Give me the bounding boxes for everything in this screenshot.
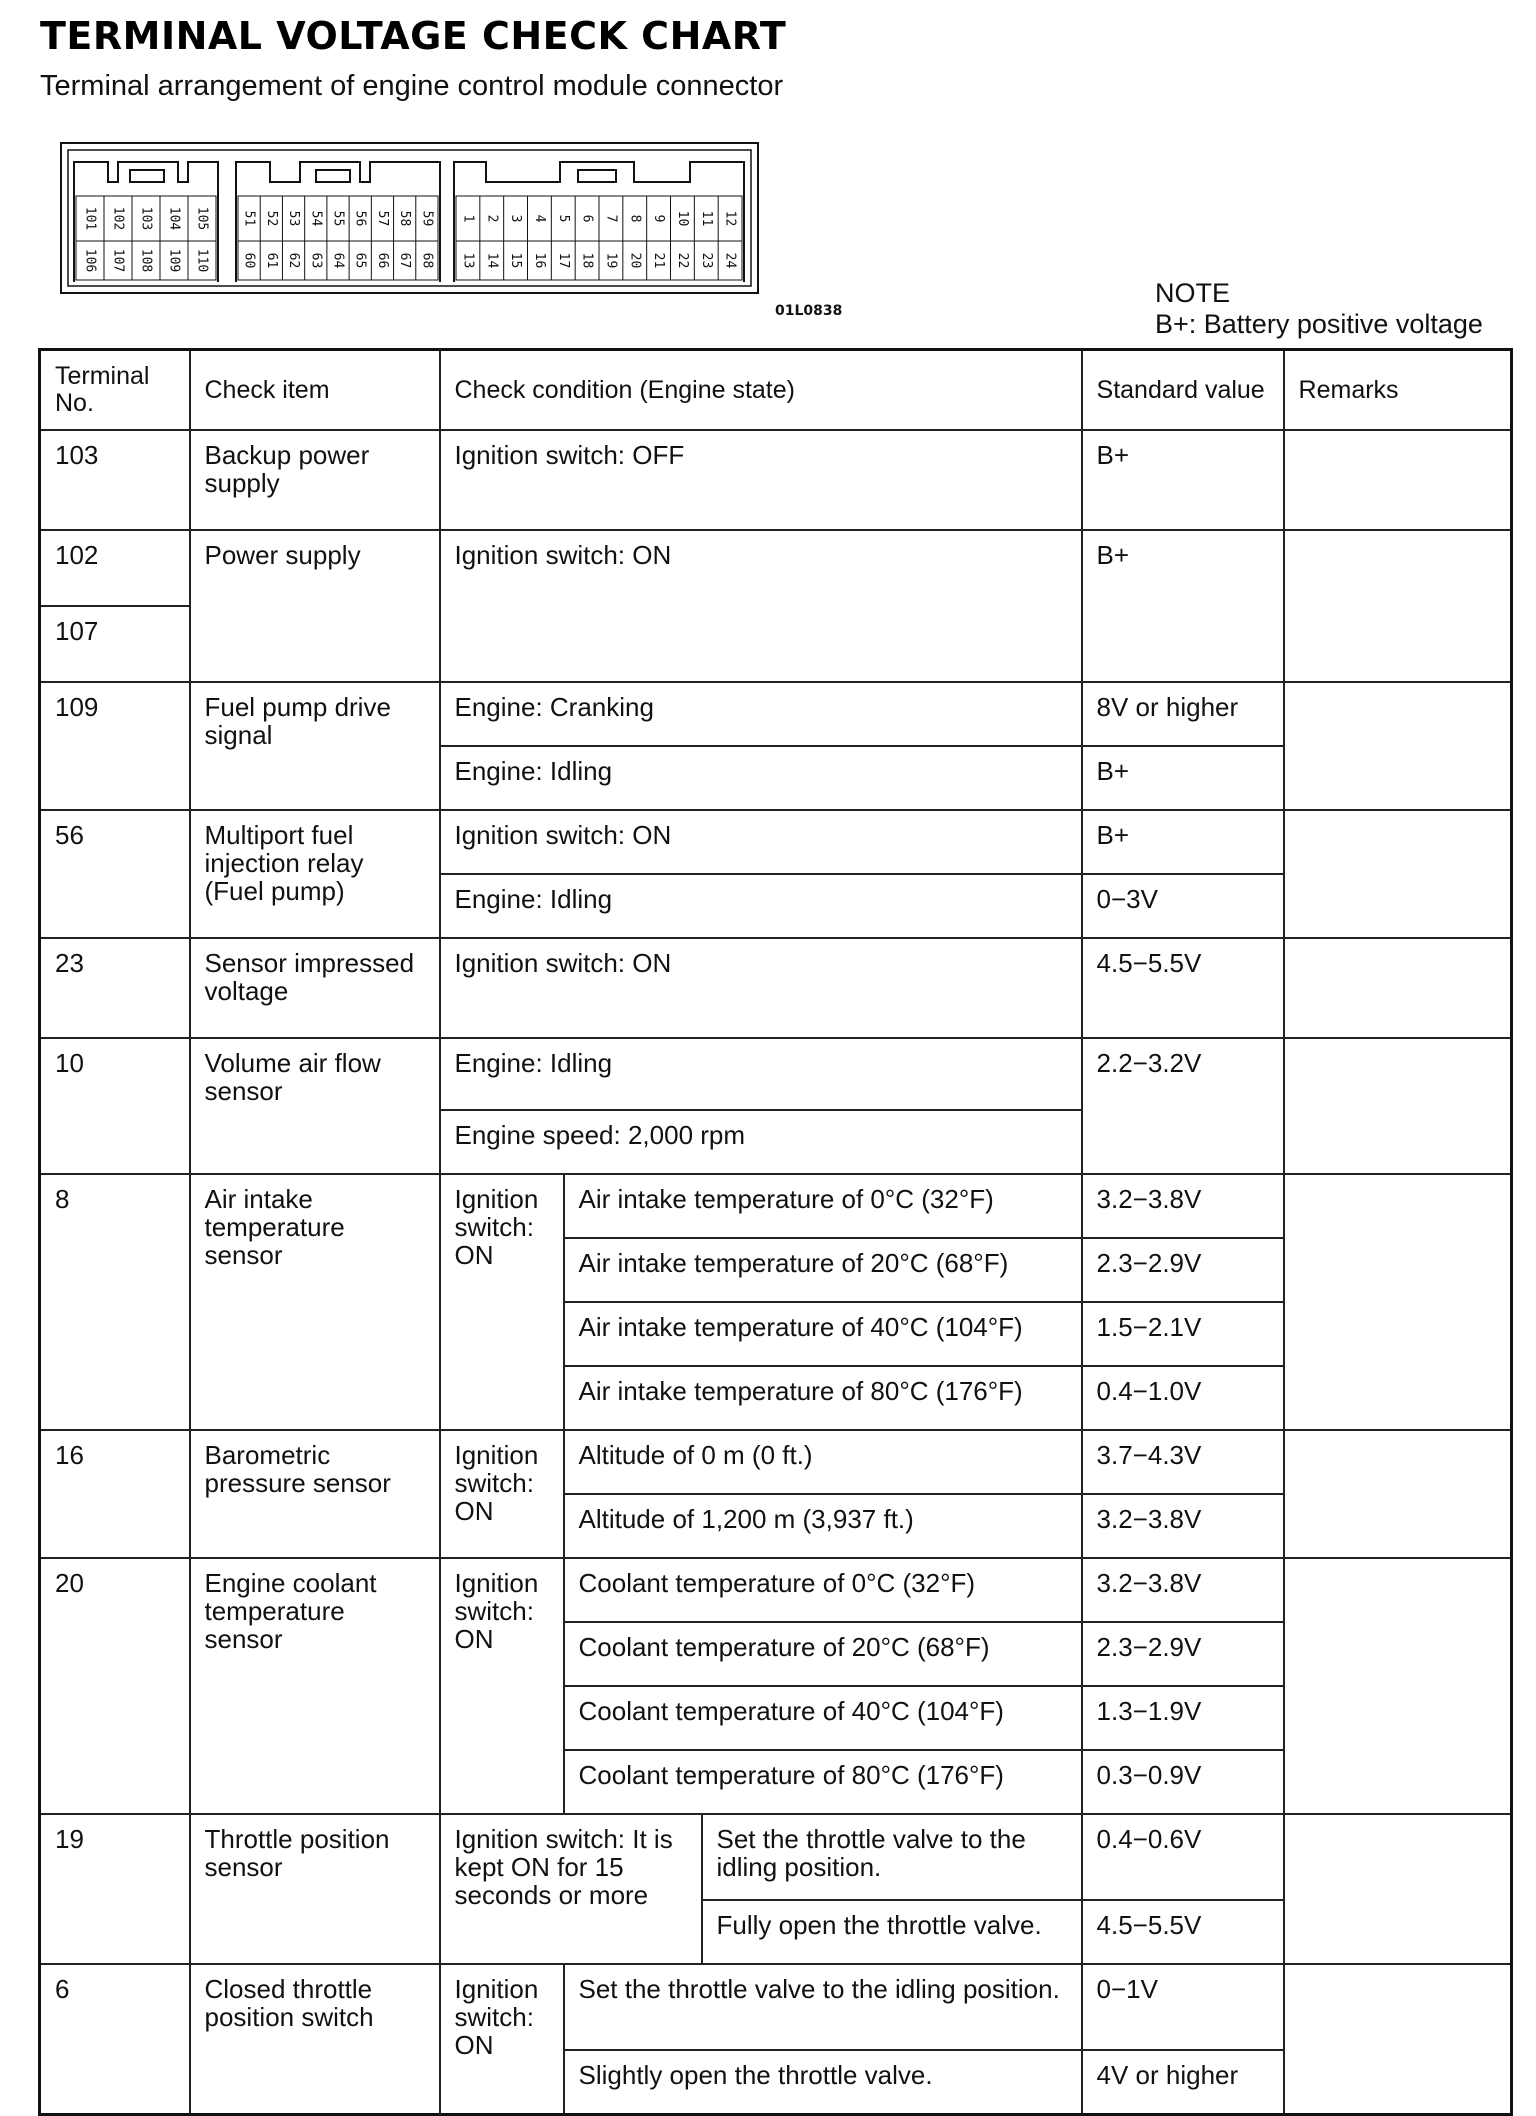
table-row bbox=[40, 430, 1512, 530]
table-row bbox=[40, 1964, 1512, 2050]
pin-number-top: 9 bbox=[651, 214, 667, 223]
condition-cell: Air intake temperature of 20°C (68°F) bbox=[564, 1238, 1082, 1302]
pin-number-top: 12 bbox=[722, 210, 738, 227]
connector-left-latch bbox=[130, 170, 164, 182]
condition-cell: Air intake temperature of 80°C (176°F) bbox=[564, 1366, 1082, 1430]
pin-number-bottom: 16 bbox=[531, 252, 547, 269]
check-item-cell: Fuel pump drive signal bbox=[190, 682, 440, 810]
condition-cell: Engine: Cranking bbox=[440, 682, 1082, 746]
note-text: B+: Battery positive voltage bbox=[1155, 309, 1483, 339]
remarks-cell bbox=[1284, 682, 1512, 810]
table-row bbox=[40, 1174, 1512, 1238]
header-remarks: Remarks bbox=[1284, 350, 1512, 431]
condition-cell: Coolant temperature of 40°C (104°F) bbox=[564, 1686, 1082, 1750]
pin-number-bottom: 62 bbox=[286, 252, 302, 269]
standard-value-cell: 1.3−1.9V bbox=[1082, 1686, 1284, 1750]
standard-value-cell: 4.5−5.5V bbox=[1082, 938, 1284, 1038]
standard-value-cell: 1.5−2.1V bbox=[1082, 1302, 1284, 1366]
condition-group-cell: Ignition switch: ON bbox=[440, 1964, 564, 2115]
pin-number-top: 101 bbox=[82, 206, 98, 231]
standard-value-cell: 3.2−3.8V bbox=[1082, 1494, 1284, 1558]
standard-value-cell: 3.2−3.8V bbox=[1082, 1558, 1284, 1622]
standard-value-cell: B+ bbox=[1082, 530, 1284, 682]
pin-number-top: 53 bbox=[286, 210, 302, 227]
remarks-cell bbox=[1284, 430, 1512, 530]
condition-cell: Slightly open the throttle valve. bbox=[564, 2050, 1082, 2115]
figure-code: 01L0838 bbox=[775, 303, 843, 319]
standard-value-cell: B+ bbox=[1082, 810, 1284, 874]
standard-value-cell: 0.3−0.9V bbox=[1082, 1750, 1284, 1814]
remarks-cell bbox=[1284, 1174, 1512, 1430]
remarks-cell bbox=[1284, 1814, 1512, 1964]
standard-value-cell: 4.5−5.5V bbox=[1082, 1900, 1284, 1964]
condition-cell: Ignition switch: ON bbox=[440, 530, 1082, 682]
pin-number-bottom: 63 bbox=[308, 252, 324, 269]
terminal-cell: 102 bbox=[40, 530, 190, 606]
table-row bbox=[40, 1558, 1512, 1622]
pin-number-top: 5 bbox=[555, 214, 571, 223]
standard-value-cell: 0−1V bbox=[1082, 1964, 1284, 2050]
page-subtitle: Terminal arrangement of engine control module connector bbox=[40, 70, 784, 102]
terminal-cell: 23 bbox=[40, 938, 190, 1038]
terminal-cell: 19 bbox=[40, 1814, 190, 1964]
pin-number-bottom: 18 bbox=[579, 252, 595, 269]
condition-cell: Set the throttle valve to the idling position. bbox=[702, 1814, 1082, 1900]
standard-value-cell: 4V or higher bbox=[1082, 2050, 1284, 2115]
connector-right-latch bbox=[578, 170, 616, 182]
terminal-cell: 16 bbox=[40, 1430, 190, 1558]
condition-cell: Engine speed: 2,000 rpm bbox=[440, 1110, 1082, 1174]
standard-value-cell: 3.7−4.3V bbox=[1082, 1430, 1284, 1494]
pin-number-bottom: 110 bbox=[194, 248, 210, 273]
table-row bbox=[40, 1038, 1512, 1110]
check-item-cell: Backup power supply bbox=[190, 430, 440, 530]
pin-number-bottom: 21 bbox=[651, 252, 667, 269]
pin-number-bottom: 64 bbox=[330, 252, 346, 269]
check-item-cell: Air intake temperature sensor bbox=[190, 1174, 440, 1430]
pin-number-bottom: 108 bbox=[138, 248, 154, 273]
pin-number-top: 7 bbox=[603, 214, 619, 223]
check-item-cell: Barometric pressure sensor bbox=[190, 1430, 440, 1558]
condition-cell: Set the throttle valve to the idling position. bbox=[564, 1964, 1082, 2050]
pin-number-bottom: 23 bbox=[698, 252, 714, 269]
table-row bbox=[40, 682, 1512, 746]
condition-cell: Ignition switch: ON bbox=[440, 810, 1082, 874]
note-heading: NOTE bbox=[1155, 278, 1231, 308]
condition-group-cell: Ignition switch: It is kept ON for 15 seconds or more bbox=[440, 1814, 702, 1964]
note-block bbox=[1155, 278, 1483, 340]
pin-number-bottom: 65 bbox=[352, 252, 368, 269]
pin-number-bottom: 14 bbox=[484, 252, 500, 269]
standard-value-cell: 0.4−1.0V bbox=[1082, 1366, 1284, 1430]
pin-number-bottom: 13 bbox=[460, 252, 476, 269]
pin-number-top: 54 bbox=[308, 210, 324, 227]
page-title: TERMINAL VOLTAGE CHECK CHART bbox=[40, 14, 787, 58]
pin-number-top: 1 bbox=[460, 214, 476, 223]
condition-cell: Fully open the throttle valve. bbox=[702, 1900, 1082, 1964]
pin-number-top: 56 bbox=[352, 210, 368, 227]
standard-value-cell: 0.4−0.6V bbox=[1082, 1814, 1284, 1900]
voltage-check-table bbox=[38, 348, 1513, 2116]
terminal-cell: 20 bbox=[40, 1558, 190, 1814]
remarks-cell bbox=[1284, 810, 1512, 938]
pin-number-bottom: 61 bbox=[263, 252, 279, 269]
standard-value-cell: B+ bbox=[1082, 430, 1284, 530]
table-row bbox=[40, 938, 1512, 1038]
pin-number-top: 3 bbox=[508, 214, 524, 223]
remarks-cell bbox=[1284, 1038, 1512, 1174]
condition-cell: Coolant temperature of 0°C (32°F) bbox=[564, 1558, 1082, 1622]
pin-number-bottom: 106 bbox=[82, 248, 98, 273]
pin-number-bottom: 60 bbox=[241, 252, 257, 269]
table-row bbox=[40, 810, 1512, 874]
condition-group-cell: Ignition switch: ON bbox=[440, 1430, 564, 1558]
check-item-cell: Multiport fuel injection relay (Fuel pump) bbox=[190, 810, 440, 938]
pin-number-top: 4 bbox=[531, 214, 547, 223]
header-standard: Standard value bbox=[1082, 350, 1284, 431]
table-row bbox=[40, 1430, 1512, 1494]
condition-cell: Ignition switch: ON bbox=[440, 938, 1082, 1038]
pin-number-top: 10 bbox=[674, 210, 690, 227]
condition-cell: Coolant temperature of 20°C (68°F) bbox=[564, 1622, 1082, 1686]
pin-number-bottom: 109 bbox=[166, 248, 182, 273]
remarks-cell bbox=[1284, 530, 1512, 682]
condition-cell: Engine: Idling bbox=[440, 1038, 1082, 1110]
standard-value-cell: 2.3−2.9V bbox=[1082, 1238, 1284, 1302]
pin-number-top: 51 bbox=[241, 210, 257, 227]
header-terminal: Terminal No. bbox=[40, 350, 190, 431]
standard-value-cell: B+ bbox=[1082, 746, 1284, 810]
standard-value-cell: 8V or higher bbox=[1082, 682, 1284, 746]
header-condition: Check condition (Engine state) bbox=[440, 350, 1082, 431]
check-item-cell: Volume air flow sensor bbox=[190, 1038, 440, 1174]
pin-number-top: 58 bbox=[397, 210, 413, 227]
connector-mid-latch bbox=[316, 170, 350, 182]
terminal-cell: 8 bbox=[40, 1174, 190, 1430]
pin-number-top: 55 bbox=[330, 210, 346, 227]
remarks-cell bbox=[1284, 938, 1512, 1038]
condition-group-cell: Ignition switch: ON bbox=[440, 1558, 564, 1814]
table-row bbox=[40, 530, 1512, 606]
pin-number-bottom: 17 bbox=[555, 252, 571, 269]
condition-cell: Engine: Idling bbox=[440, 874, 1082, 938]
pin-number-top: 6 bbox=[579, 214, 595, 223]
condition-cell: Ignition switch: OFF bbox=[440, 430, 1082, 530]
terminal-cell: 56 bbox=[40, 810, 190, 938]
connector-diagram bbox=[60, 140, 760, 300]
check-item-cell: Power supply bbox=[190, 530, 440, 682]
condition-cell: Engine: Idling bbox=[440, 746, 1082, 810]
standard-value-cell: 2.3−2.9V bbox=[1082, 1622, 1284, 1686]
check-item-cell: Engine coolant temperature sensor bbox=[190, 1558, 440, 1814]
standard-value-cell: 2.2−3.2V bbox=[1082, 1038, 1284, 1174]
condition-cell: Altitude of 1,200 m (3,937 ft.) bbox=[564, 1494, 1082, 1558]
pin-number-top: 2 bbox=[484, 214, 500, 223]
pin-number-top: 52 bbox=[263, 210, 279, 227]
pin-number-top: 11 bbox=[698, 210, 714, 227]
terminal-cell: 107 bbox=[40, 606, 190, 682]
pin-number-bottom: 20 bbox=[627, 252, 643, 269]
check-item-cell: Throttle position sensor bbox=[190, 1814, 440, 1964]
condition-cell: Altitude of 0 m (0 ft.) bbox=[564, 1430, 1082, 1494]
remarks-cell bbox=[1284, 1558, 1512, 1814]
pin-number-top: 57 bbox=[374, 210, 390, 227]
terminal-cell: 10 bbox=[40, 1038, 190, 1174]
standard-value-cell: 3.2−3.8V bbox=[1082, 1174, 1284, 1238]
standard-value-cell: 0−3V bbox=[1082, 874, 1284, 938]
pin-number-bottom: 24 bbox=[722, 252, 738, 269]
pin-number-top: 8 bbox=[627, 214, 643, 223]
terminal-cell: 6 bbox=[40, 1964, 190, 2115]
pin-number-top: 105 bbox=[194, 206, 210, 231]
table-header-row bbox=[40, 350, 1512, 431]
condition-cell: Air intake temperature of 0°C (32°F) bbox=[564, 1174, 1082, 1238]
pin-number-top: 102 bbox=[110, 206, 126, 231]
header-check-item: Check item bbox=[190, 350, 440, 431]
table-row bbox=[40, 1814, 1512, 1900]
pin-number-top: 104 bbox=[166, 206, 182, 231]
terminal-cell: 109 bbox=[40, 682, 190, 810]
pin-number-top: 103 bbox=[138, 206, 154, 231]
pin-number-top: 59 bbox=[419, 210, 435, 227]
pin-number-bottom: 19 bbox=[603, 252, 619, 269]
terminal-cell: 103 bbox=[40, 430, 190, 530]
condition-group-cell: Ignition switch: ON bbox=[440, 1174, 564, 1430]
pin-number-bottom: 107 bbox=[110, 248, 126, 273]
condition-cell: Coolant temperature of 80°C (176°F) bbox=[564, 1750, 1082, 1814]
pin-number-bottom: 68 bbox=[419, 252, 435, 269]
condition-cell: Air intake temperature of 40°C (104°F) bbox=[564, 1302, 1082, 1366]
pin-number-bottom: 15 bbox=[508, 252, 524, 269]
check-item-cell: Closed throttle position switch bbox=[190, 1964, 440, 2115]
check-item-cell: Sensor impressed voltage bbox=[190, 938, 440, 1038]
remarks-cell bbox=[1284, 1964, 1512, 2115]
pin-number-bottom: 22 bbox=[674, 252, 690, 269]
pin-number-bottom: 67 bbox=[397, 252, 413, 269]
remarks-cell bbox=[1284, 1430, 1512, 1558]
pin-number-bottom: 66 bbox=[374, 252, 390, 269]
